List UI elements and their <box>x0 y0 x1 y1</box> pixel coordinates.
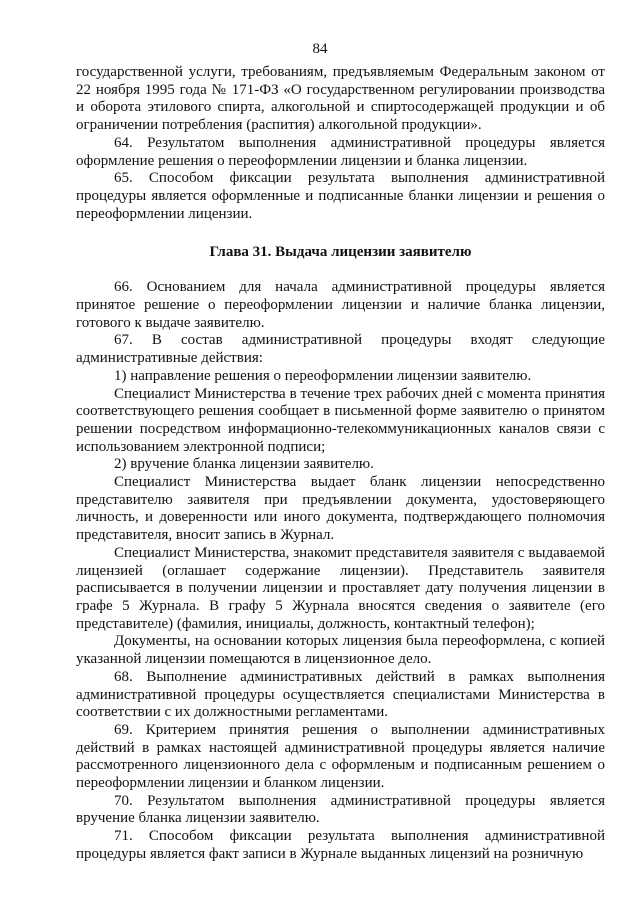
paragraph-specialist-acquaint: Специалист Министерства, знакомит представителя заявителя с выдаваемой лицензией (оглашает содержание лицензии). Представитель заявителя расписывается в получении лицензии и проставляет дату получения лицензии в графе 5 Журнала. В графу 5 Журнала вносятся сведения о заявителе (его представителе) (фамилия, инициалы, должность, контактный телефон); <box>76 544 605 632</box>
paragraph-64: 64. Результатом выполнения административной процедуры является оформление решения о переоформлении лицензии и бланка лицензии. <box>76 134 605 169</box>
paragraphs-before <box>76 64 605 223</box>
page-number: 84 <box>312 41 328 57</box>
paragraph-documents: Документы, на основании которых лицензия была переоформлена, с копией указанной лицензии помещаются в лицензионное дело. <box>76 633 605 668</box>
chapter-heading: Глава 31. Выдача лицензии заявителю <box>209 244 472 261</box>
paragraph-70: 70. Результатом выполнения административной процедуры является вручение бланка лицензии заявителю. <box>76 792 605 827</box>
paragraph-67: 67. В состав административной процедуры входят следующие административные действия: <box>76 332 605 367</box>
paragraph-65: 65. Способом фиксации результата выполнения административной процедуры является оформленные и подписанные бланки лицензии и решения о переоформлении лицензии. <box>76 170 605 222</box>
paragraphs-after <box>76 279 605 863</box>
paragraph-specialist-notify: Специалист Министерства в течение трех рабочих дней с момента принятия соответствующего решения сообщает в письменной форме заявителю о принятом решении посредством информационно-телекоммуникационных каналов связи с использованием электронной подписи; <box>76 385 605 455</box>
paragraph-71: 71. Способом фиксации результата выполнения административной процедуры является факт записи в Журнале выданных лицензий на розничную <box>76 828 605 862</box>
paragraph-specialist-issue: Специалист Министерства выдает бланк лицензии непосредственно представителю заявителя при предъявлении документа, удостоверяющего личность, и доверенности или иного документа, подтверждающего полномочия представителя, вносит запись в Журнал. <box>76 474 605 544</box>
paragraph-continuation: государственной услуги, требованиям, предъявляемым Федеральным законом от 22 ноября 1995 года № 171-ФЗ «О государственном регулировании производства и оборота этилового спирта, алкогольной и спиртосодержащей продукции и об ограничении потребления (распития) алкогольной продукции». <box>76 64 605 134</box>
paragraph-68: 68. Выполнение административных действий в рамках выполнения административной процедуры осуществляется специалистами Министерства в соответствии с их должностными регламентами. <box>76 668 605 721</box>
paragraph-66: 66. Основанием для начала административной процедуры является принятое решение о переоформлении лицензии и наличие бланка лицензии, готового к выдаче заявителю. <box>76 279 605 331</box>
paragraph-69: 69. Критерием принятия решения о выполнении административных действий в рамках настоящей административной процедуры является наличие рассмотренного лицензионного дела с оформленым и подписанным решением о переоформлении лицензии и бланком лицензии. <box>76 721 605 792</box>
paragraph-item-2: 2) вручение бланка лицензии заявителю. <box>114 456 374 473</box>
paragraph-item-1: 1) направление решения о переоформлении лицензии заявителю. <box>114 367 532 384</box>
